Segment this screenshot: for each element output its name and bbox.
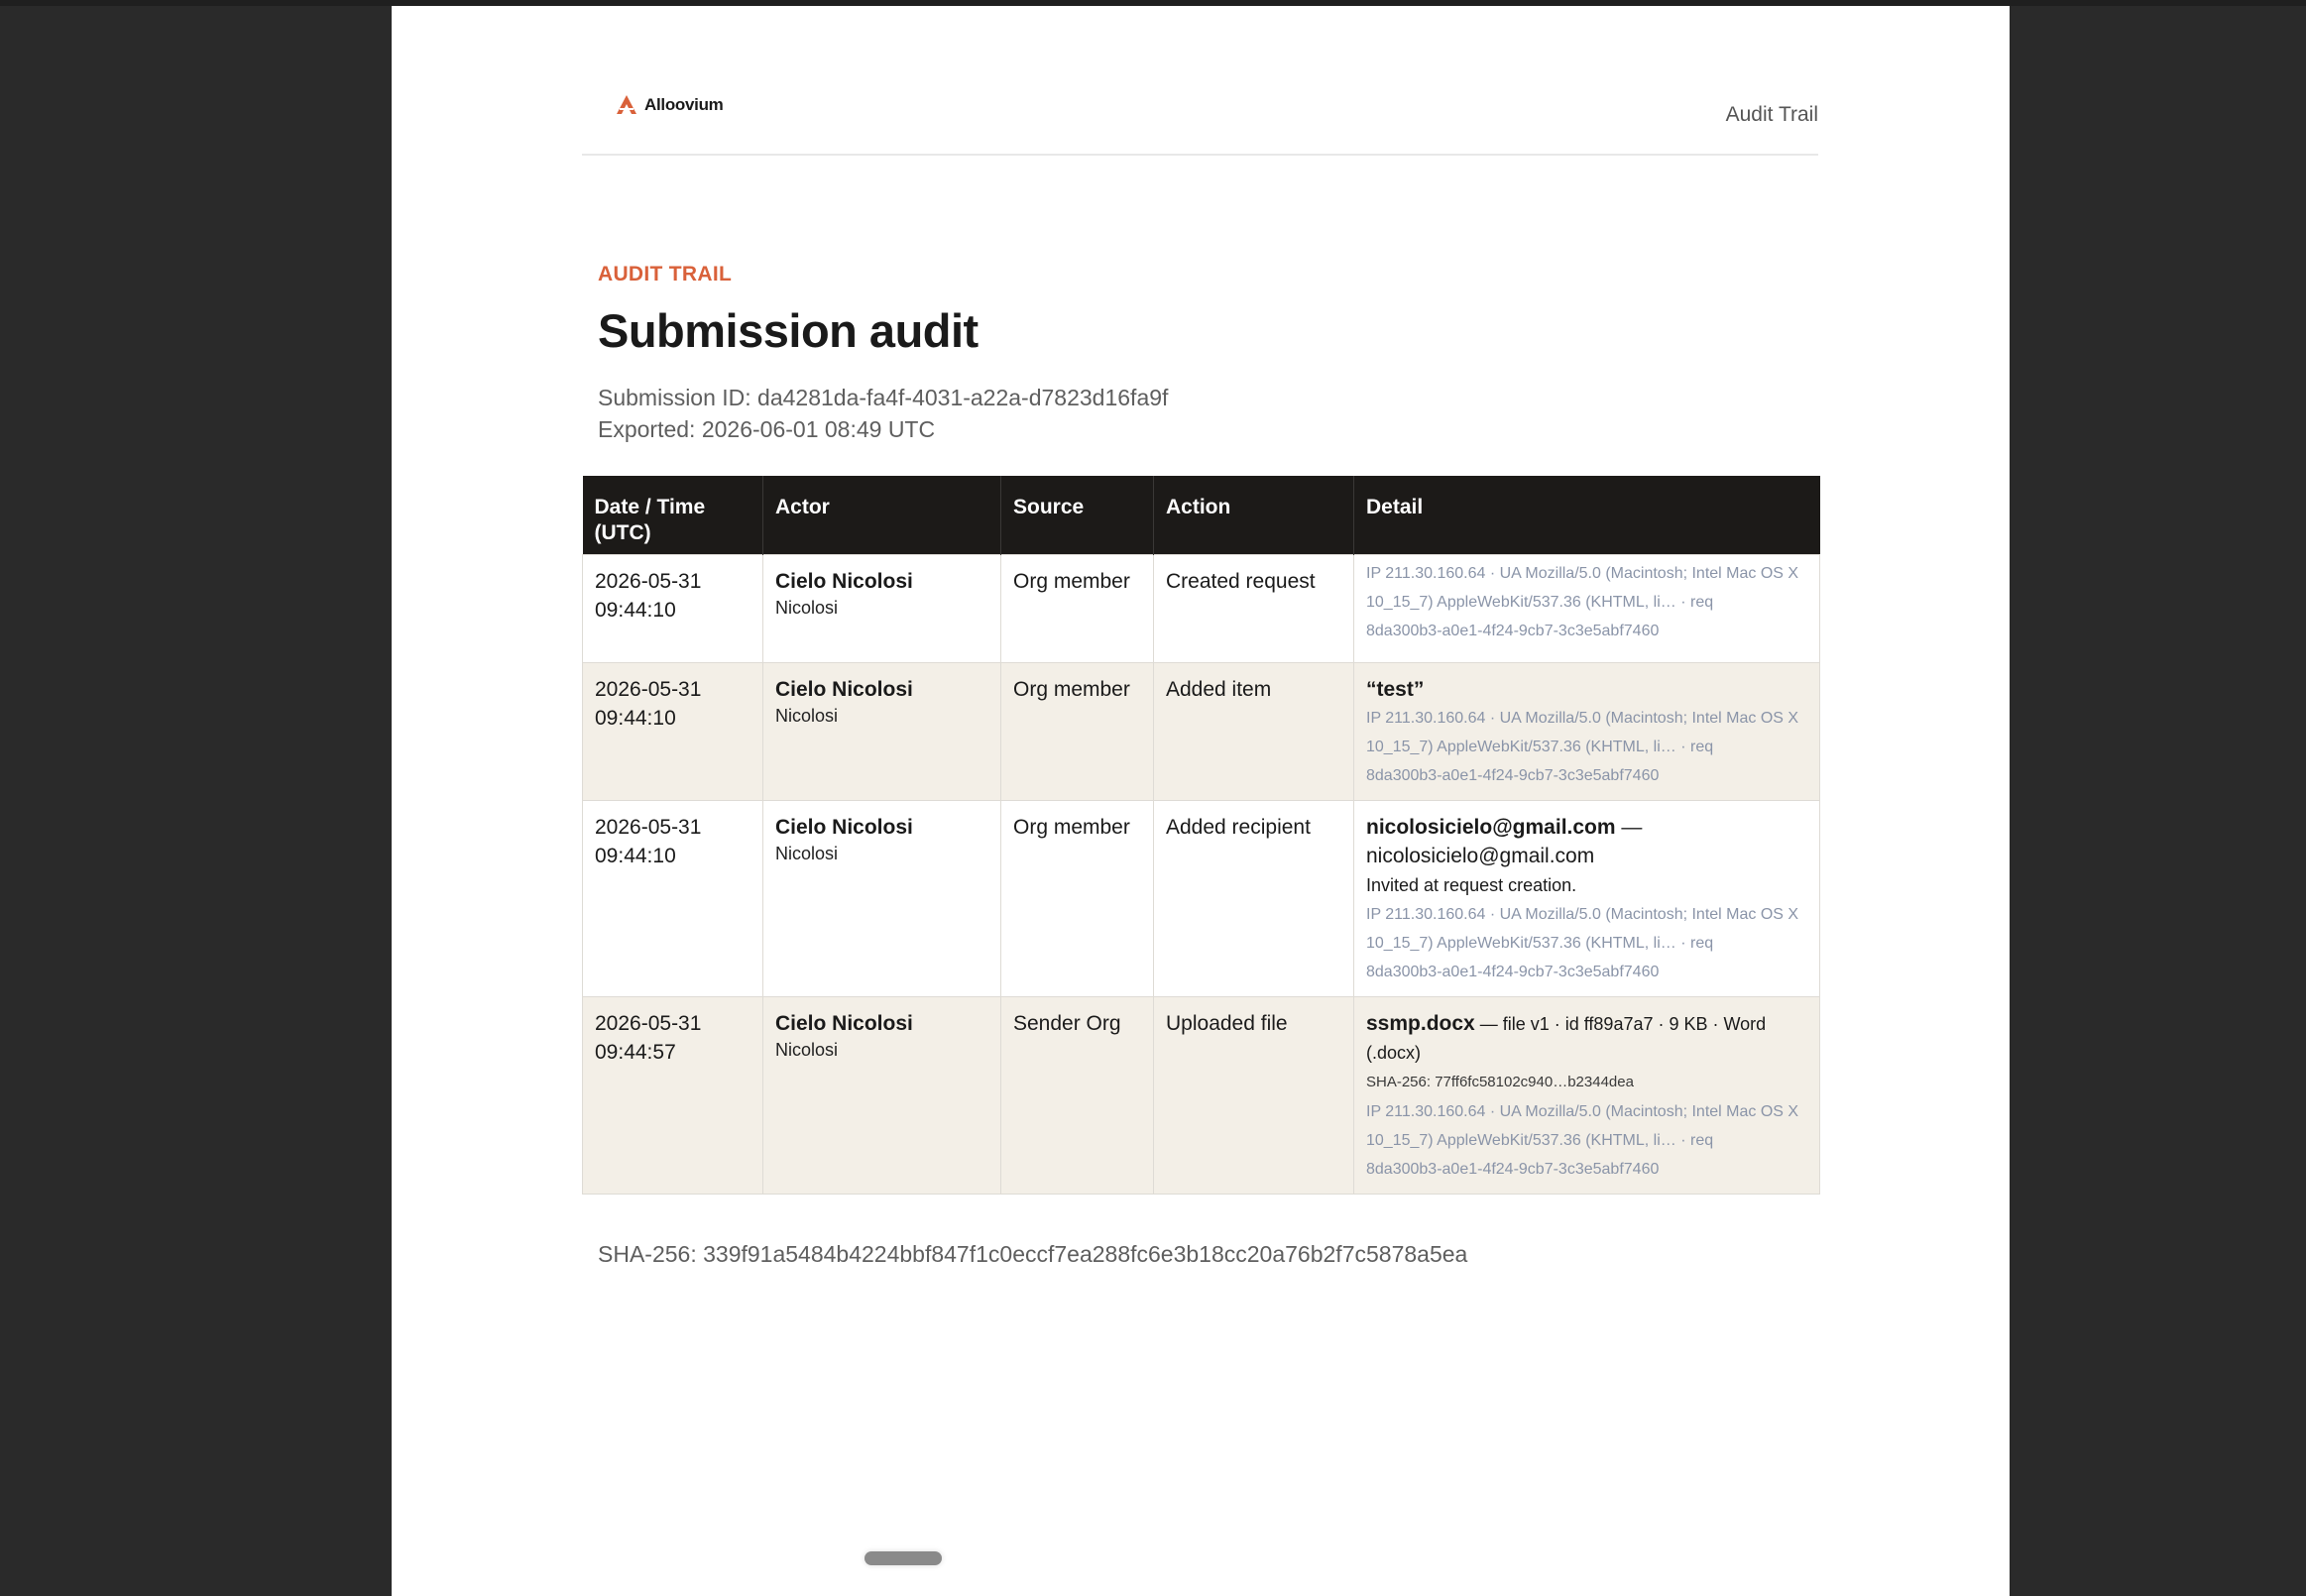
time-text: 09:44:10 [595,599,676,622]
actor-name: Cielo Nicolosi [775,570,913,593]
page-title: Submission audit [598,304,979,357]
cell-actor [763,997,1001,1195]
table-header-row [583,476,1820,555]
file-info-cont: (.docx) [1366,1043,1422,1063]
cell-action: Added item [1154,663,1354,801]
cell-source: Org member [1001,555,1154,663]
recipient-email: nicolosicielo@gmail.com [1366,816,1616,839]
table-row [583,997,1820,1195]
column-header-datetime: Date / Time (UTC) [583,476,763,555]
page-header [582,83,1818,156]
doc-kicker: AUDIT TRAIL [598,263,733,285]
column-header-source: Source [1001,476,1154,555]
actor-sub: Nicolosi [775,706,839,726]
request-meta: 8da300b3-a0e1-4f24-9cb7-3c3e5abf7460 [1366,767,1660,784]
file-line [1366,1009,1807,1039]
request-meta: 8da300b3-a0e1-4f24-9cb7-3c3e5abf7460 [1366,623,1660,639]
actor-sub: Nicolosi [775,844,839,863]
date-text: 2026-05-31 [595,678,702,701]
cell-actor [763,555,1001,663]
column-header-action: Action [1154,476,1354,555]
actor-name: Cielo Nicolosi [775,816,913,839]
request-meta: IP 211.30.160.64 · UA Mozilla/5.0 (Macintosh; Intel Mac OS X [1366,565,1799,582]
column-header-actor: Actor [763,476,1001,555]
file-hash: SHA-256: 77ff6fc58102c940…b2344dea [1366,1074,1634,1090]
date-text: 2026-05-31 [595,570,702,593]
request-meta: 10_15_7) AppleWebKit/537.36 (KHTML, li… · req [1366,935,1714,952]
cell-datetime [583,997,763,1195]
date-text: 2026-05-31 [595,1012,702,1035]
table-row [583,555,1820,663]
request-meta: 8da300b3-a0e1-4f24-9cb7-3c3e5abf7460 [1366,1161,1660,1178]
scroll-handle[interactable] [865,1551,942,1565]
file-info: — file v1 · id ff89a7a7 · 9 KB · Word [1474,1014,1767,1034]
actor-name: Cielo Nicolosi [775,678,913,701]
cell-detail [1354,801,1820,997]
recipient-line [1366,813,1807,842]
request-meta: 10_15_7) AppleWebKit/537.36 (KHTML, li… · req [1366,1132,1714,1149]
time-text: 09:44:10 [595,845,676,867]
submission-id: Submission ID: da4281da-fa4f-4031-a22a-d7823d16fa9f [598,385,1169,410]
request-meta: IP 211.30.160.64 · UA Mozilla/5.0 (Macintosh; Intel Mac OS X [1366,710,1799,727]
cell-detail [1354,997,1820,1195]
table-row [583,801,1820,997]
actor-sub: Nicolosi [775,1040,839,1060]
request-meta: 10_15_7) AppleWebKit/537.36 (KHTML, li… · req [1366,739,1714,755]
recipient-note: Invited at request creation. [1366,875,1577,895]
cell-action: Uploaded file [1154,997,1354,1195]
cell-datetime [583,663,763,801]
item-title: “test” [1366,678,1425,701]
actor-sub: Nicolosi [775,598,839,618]
cell-action: Created request [1154,555,1354,663]
column-header-detail: Detail [1354,476,1820,555]
cell-source: Org member [1001,663,1154,801]
exported-at: Exported: 2026-06-01 08:49 UTC [598,416,936,442]
brand-name: Alloovium [644,95,724,114]
request-meta: 8da300b3-a0e1-4f24-9cb7-3c3e5abf7460 [1366,964,1660,980]
cell-action: Added recipient [1154,801,1354,997]
cell-detail [1354,663,1820,801]
doc-meta [598,382,1168,445]
recipient-separator: — [1615,816,1643,839]
request-meta: IP 211.30.160.64 · UA Mozilla/5.0 (Macintosh; Intel Mac OS X [1366,906,1799,923]
cell-actor [763,801,1001,997]
date-text: 2026-05-31 [595,816,702,839]
audit-table [582,476,1820,1195]
request-meta: IP 211.30.160.64 · UA Mozilla/5.0 (Macintosh; Intel Mac OS X [1366,1103,1799,1120]
cell-datetime [583,555,763,663]
cell-detail [1354,555,1820,663]
cell-source: Sender Org [1001,997,1154,1195]
alloovium-logo-icon [615,93,638,117]
cell-source: Org member [1001,801,1154,997]
file-name: ssmp.docx [1366,1012,1475,1035]
time-text: 09:44:57 [595,1041,676,1064]
document-sha256: SHA-256: 339f91a5484b4224bbf847f1c0eccf7ea288fc6e3b18cc20a76b2f7c5878a5ea [598,1241,1468,1267]
cell-datetime [583,801,763,997]
recipient-email-secondary: nicolosicielo@gmail.com [1366,845,1595,867]
brand-logo [615,93,723,117]
header-label: Audit Trail [1725,103,1818,126]
time-text: 09:44:10 [595,707,676,730]
cell-actor [763,663,1001,801]
request-meta: 10_15_7) AppleWebKit/537.36 (KHTML, li… · req [1366,594,1714,611]
document-page [392,6,2010,1596]
actor-name: Cielo Nicolosi [775,1012,913,1035]
table-row [583,663,1820,801]
